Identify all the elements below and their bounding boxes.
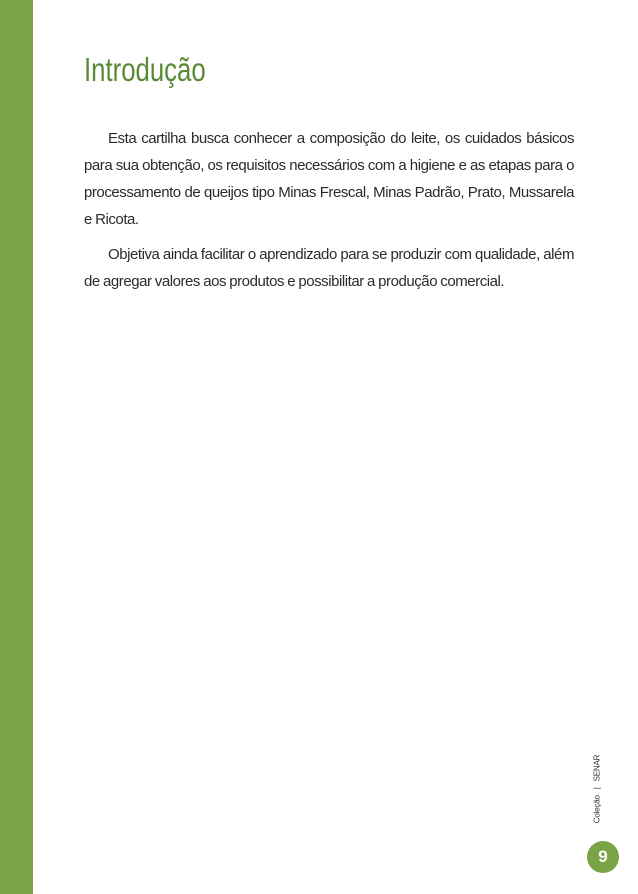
collection-label xyxy=(587,750,607,828)
collection-separator: | xyxy=(592,787,602,790)
publisher-name: SENAR xyxy=(592,754,602,782)
intro-paragraph-2: Objetiva ainda facilitar o aprendizado para se produzir com qualidade, além de agregar valores aos produtos e possibilitar a produção comercial. xyxy=(84,246,574,290)
page-number-badge: 9 xyxy=(587,841,619,873)
body-text xyxy=(84,125,574,303)
page-title: Introdução xyxy=(84,51,206,88)
side-accent-bar xyxy=(0,0,33,894)
intro-paragraph-1: Esta cartilha busca conhecer a composição do leite, os cuidados básicos para sua obtenção, os requisitos necessários com a higiene e as etapas para o processamento de queijos tipo Minas Frescal, Minas Padrão, Prato, Mussarela e Ricota. xyxy=(84,130,574,228)
collection-name: Coleção xyxy=(592,795,602,824)
